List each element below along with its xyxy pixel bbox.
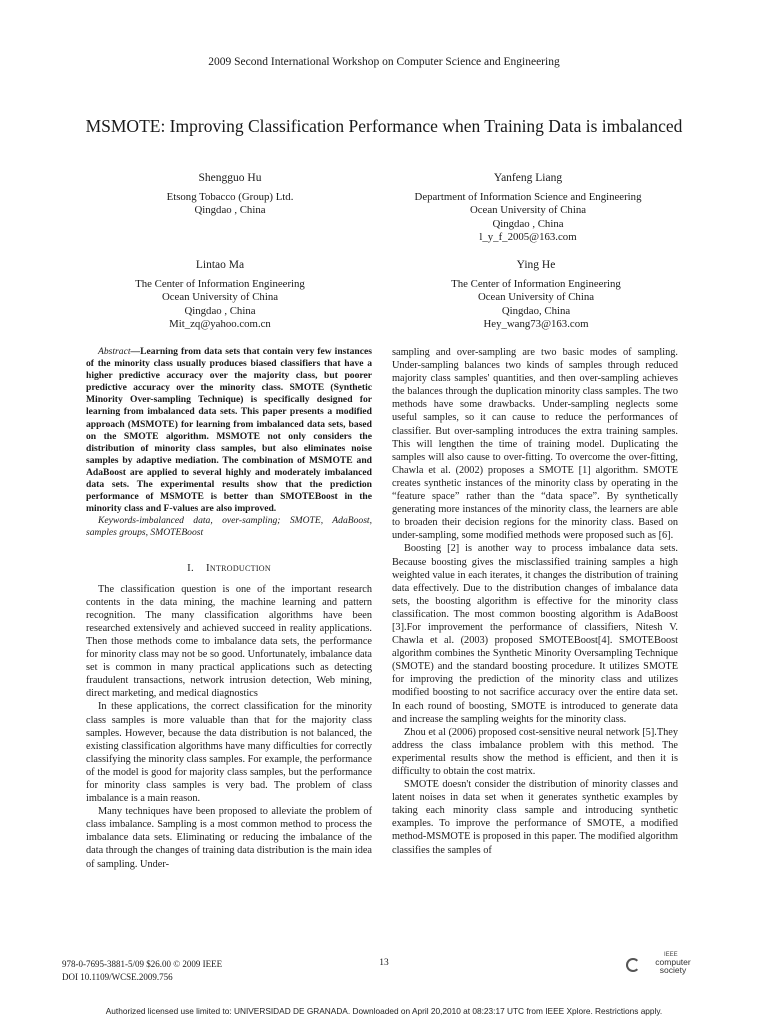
paragraph: Boosting [2] is another way to process imbalance data sets. Because boosting gives the misclassified training samples a high weighted value in each iterates, it changes the distribution of training data effectively. Due to the distribution changes of imbalance data sets, the boosting algorithm is effective for the minority class classification. The most common boosting algorithm is AdaBoost [3].For improvement the performance of classifiers, Nitesh V. Chawla et al. (2003) proposed SMOTEBoost[4]. SMOTEBoost algorithm combines the Synthetic Minority Oversampling Technique (SMOTE) and the standard boosting procedure. It utilizes SMOTE for improving the prediction of the minority class and utilizes modified boosting to not sacrifice accuracy over the entire data set. In each round of boosting, SMOTE is introduced to generate data and increase the sampling weights for the minority class. — [392, 543, 678, 725]
author-name: Yanfeng Liang — [493, 172, 563, 184]
author-affiliation: Etsong Tobacco (Group) Ltd. — [166, 190, 294, 203]
logo-line2: society — [659, 965, 687, 975]
paragraph: sampling and over-sampling are two basic modes of sampling. Under-sampling balances two kinds of samples through reduced majority class samples' quantities, and then over-sampling achieves the balances through the duplication minority class samples. The two methods have some drawbacks. Under-sampling neglects some useful samples, so it can cause to reduce the performances of classifier. But over-sampling introduces the extra training samples. This will lengthen the time of training model. Duplicating the samples will also cause to over-fitting. To overcome the over-fitting, Chawla et al. (2002) proposes a SMOTE [1] algorithm. SMOTE creates synthetic instances of the minority class by operating in the “feature space” rather than the “data space”. By synthetically generating more instances of the minority class, the learners are able to broaden their decision regions for the minority class. Based on under-sampling, some modified methods were proposed such as [6]. — [392, 347, 678, 542]
paragraph: The classification question is one of the important research contents in the data mining, the machine learning and pattern recognition. The many classification algorithms have been researched extensively and achieved succeed in reality applications. Then those methods come to imbalance data sets, the performance for minority class may not be so good. Unfortunately, imbalance data set is common in many practical applications such as detecting fraudulent transactions, network intrusion detection, Web mining, direct marketing, and medical diagnostics — [86, 583, 372, 700]
author-location: Qingdao , China — [194, 204, 266, 217]
author-block — [378, 172, 678, 245]
paragraph: SMOTE doesn't consider the distribution of minority classes and latent noises in data set when it generates synthetic examples by taking each minority class sample and introducing synthetic examples. To improve the performance of SMOTE, a modified method-MSMOTE is proposed in this paper. The modified algorithm classifies the samples of — [392, 779, 678, 856]
isbn-line: 978-0-7695-3881-5/09 $26.00 © 2009 IEEE — [62, 959, 223, 969]
author-name: Ying He — [516, 259, 556, 271]
author-name: Lintao Ma — [195, 259, 245, 271]
logo-line1: computer — [655, 957, 691, 967]
paper-title: MSMOTE: Improving Classification Performance when Training Data is imbalanced — [85, 116, 683, 136]
author-affiliation: Ocean University of China — [161, 291, 279, 304]
author-location: Qingdao , China — [184, 304, 256, 317]
author-name: Shengguo Hu — [198, 172, 262, 184]
right-column — [392, 346, 678, 857]
author-email: Hey_wang73@163.com — [483, 318, 589, 331]
author-email: Mit_zq@yahoo.com.cn — [169, 318, 271, 331]
logo-ieee-text: IEEE — [664, 952, 678, 958]
doi-line: DOI 10.1109/WCSE.2009.756 — [62, 972, 173, 982]
section-heading — [86, 562, 372, 575]
section-title: Introduction — [205, 561, 271, 574]
keywords: Keywords-imbalanced data, over-sampling; SMOTE, AdaBoost, samples groups, SMOTEBoost — [86, 515, 372, 539]
section-number: I. — [187, 561, 194, 574]
logo-brand — [644, 958, 702, 974]
workshop-header: 2009 Second International Workshop on Computer Science and Engineering — [208, 56, 560, 68]
author-location: Qingdao , China — [492, 217, 564, 230]
author-affiliation: Ocean University of China — [469, 204, 587, 217]
author-email: l_y_f_2005@163.com — [479, 231, 577, 244]
author-affiliation: Department of Information Science and Engineering — [414, 190, 642, 203]
abstract — [86, 346, 372, 515]
author-location: Qingdao, China — [501, 304, 571, 317]
ieee-computer-society-logo — [626, 952, 706, 978]
author-affiliation: Ocean University of China — [477, 291, 595, 304]
author-affiliation: The Center of Information Engineering — [451, 277, 621, 290]
author-block — [70, 259, 370, 332]
author-block — [80, 172, 380, 218]
abstract-text: —Learning from data sets that contain very few instances of the minority class usually produces biased classifiers that have a higher predictive accuracy over the majority class, but poorer predictive accuracy over the minority class. SMOTE (Synthetic Minority Over-sampling Technique) is specifically designed for learning from imbalanced data sets. This paper presents a modified approach (MSMOTE) for learning from imbalanced data sets, based on the SMOTE algorithm. MSMOTE not only considers the distribution of minority class samples, but also eliminates noise samples by adaptive mediation. The combination of MSMOTE and AdaBoost are applied to several highly and moderately imbalanced data sets. The experimental results show that the prediction performance of MSMOTE is better than SMOTEBoost in the minority class and F-values are also improved. — [86, 346, 372, 515]
abstract-label: Abstract — [98, 346, 131, 357]
paragraph: In these applications, the correct classification for the minority class samples is more valuable than that for the majority class samples. However, because the data distribution is not balanced, the existing classification algorithms have many difficulties for correctly classifying the minority class samples. For example, the performance of the model is good for majority class samples, but the performance for minority class samples is very bad. The problem of class imbalance is a main reason. — [86, 701, 372, 805]
page-number: 13 — [379, 958, 389, 968]
paragraph: Zhou et al (2006) proposed cost-sensitive neural network [5].They address the class imbalance problem with this method. The experimental results show the method is efficient, and then it is difficulty to obtain the cost matrix. — [392, 726, 678, 777]
swirl-icon — [626, 958, 640, 972]
author-block — [386, 259, 686, 332]
author-affiliation: The Center of Information Engineering — [135, 277, 305, 290]
left-column — [86, 346, 372, 871]
license-notice: Authorized licensed use limited to: UNIVERSIDAD DE GRANADA. Downloaded on April 20,2010 at 08:23:17 UTC from IEEE Xplore. Restrictions apply. — [105, 1006, 663, 1016]
paragraph: Many techniques have been proposed to alleviate the problem of class imbalance. Sampling is a most common method to process the imbalance data sets. Eliminating or reducing the imbalance of the data through the changes of training data distribution is the main idea of sampling. Under- — [86, 806, 372, 870]
